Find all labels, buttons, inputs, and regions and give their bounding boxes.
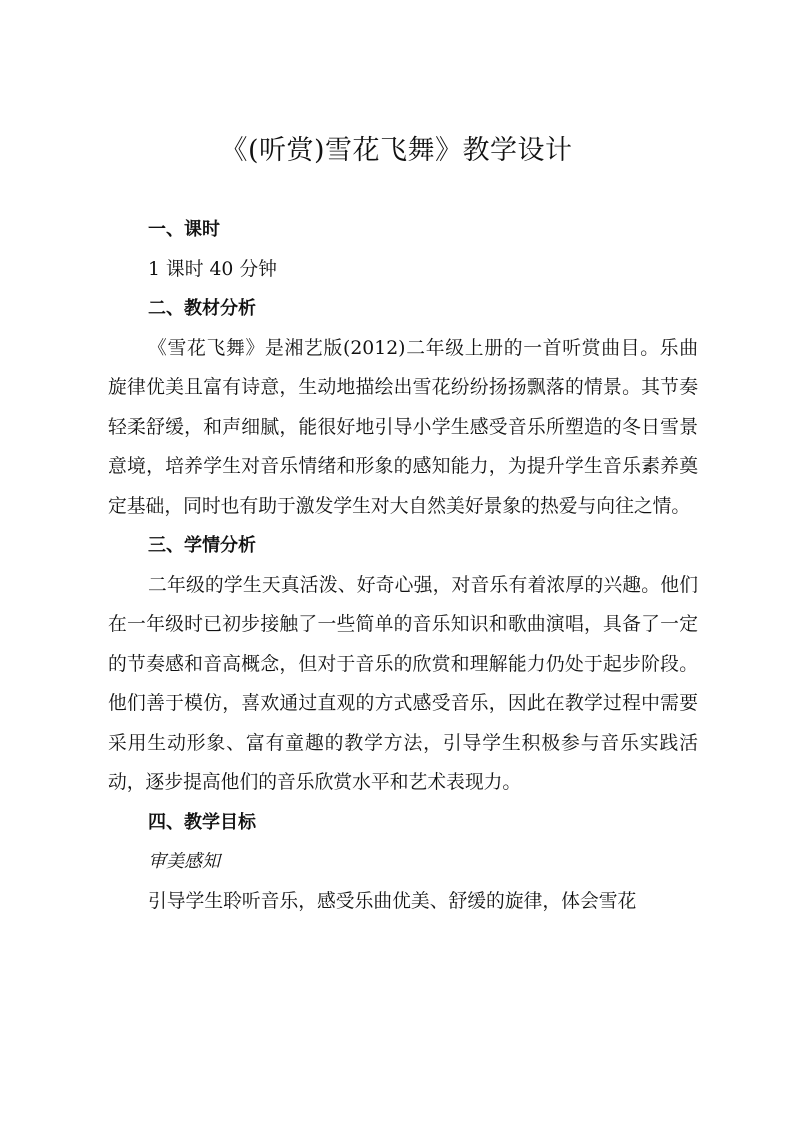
material-analysis-paragraph: 《雪花飞舞》是湘艺版(2012)二年级上册的一首听赏曲目。乐曲旋律优美且富有诗意，生动地描绘出雪花纷纷扬扬飘落的情景。其节奏轻柔舒缓，和声细腻，能很好地引导小学生感受音乐所塑造的冬日雪景意境，培养学生对音乐情绪和形象的感知能力，为提升学生音乐素养奠定基础，同时也有助于激发学生对大自然美好景象的热爱与向往之情。 (108, 337, 698, 517)
document-body (108, 210, 698, 921)
teaching-goals-paragraph: 引导学生聆听音乐，感受乐曲优美、舒缓的旋律，体会雪花 (148, 890, 637, 912)
aesthetic-perception-subheading: 审美感知 (148, 851, 220, 872)
section-heading-teaching-goals: 四、教学目标 (148, 811, 256, 833)
class-hours-text: 1 课时 40 分钟 (148, 258, 277, 280)
section-heading-class-hours: 一、课时 (148, 219, 220, 240)
student-analysis-paragraph: 二年级的学生天真活泼、好奇心强，对音乐有着浓厚的兴趣。他们在一年级时已初步接触了一些简单的音乐知识和歌曲演唱，具备了一定的节奏感和音高概念，但对于音乐的欣赏和理解能力仍处于起步阶段。他们善于模仿，喜欢通过直观的方式感受音乐，因此在教学过程中需要采用生动形象、富有童趣的教学方法，引导学生积极参与音乐实践活动，逐步提高他们的音乐欣赏水平和艺术表现力。 (108, 574, 698, 793)
document-title: 《(听赏)雪花飞舞》教学设计 (220, 135, 573, 166)
section-heading-student-analysis: 三、学情分析 (148, 535, 256, 556)
section-heading-material-analysis: 二、教材分析 (148, 298, 256, 319)
